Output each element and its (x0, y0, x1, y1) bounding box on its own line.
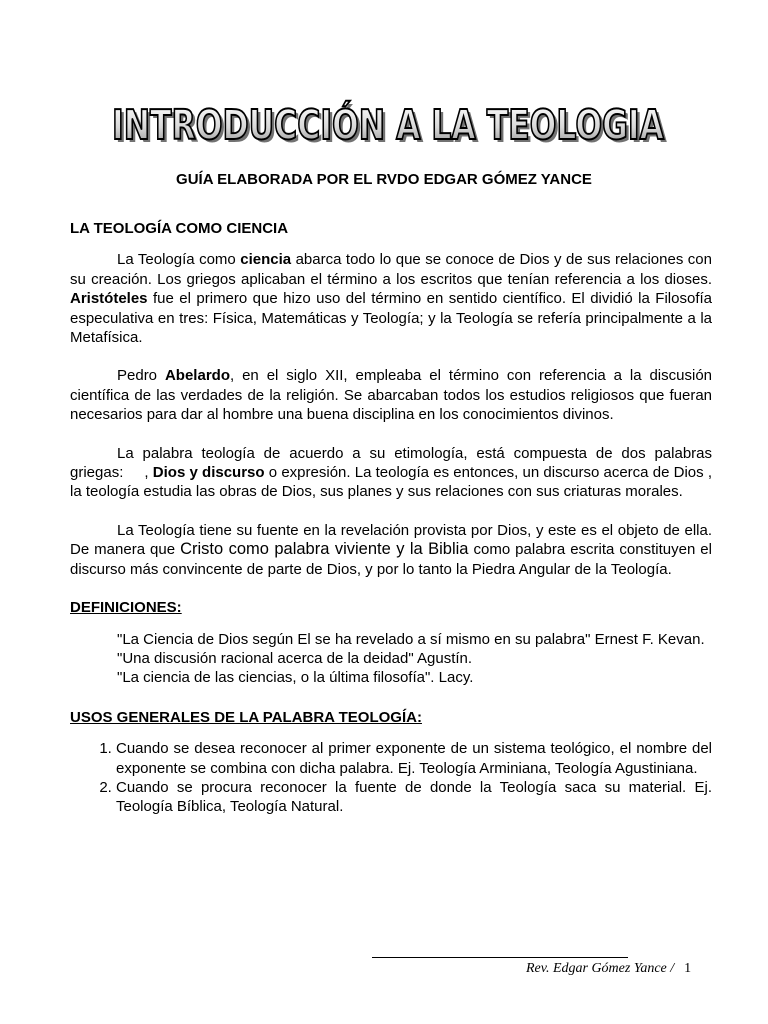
list-item: 1. Cuando se desea reconocer al primer exponente de un sistema teológico, el nombre del exponente se combina con dicha palabra. Ej. Teología Arminiana, Teología Agustiniana. (116, 739, 712, 778)
title-shadow: INTRODUCCIÓN A LA TEOLOGIA (115, 104, 668, 152)
definition-item: "La Ciencia de Dios según El se ha revelado a sí mismo en su palabra" Ernest F. Kevan. (117, 630, 705, 648)
page-number: 1 (684, 961, 692, 976)
page-footer (526, 961, 691, 977)
footer-author: Rev. Edgar Gómez Yance / (526, 961, 675, 976)
paragraph-1: La Teología como ciencia abarca todo lo que se conoce de Dios y de sus relaciones con su creación. Los griegos aplicaban el término a los escritos que tenían referencia a los dioses. Aristóteles fue el primero que hizo uso del término en sentido científico. El dividió la Filosofía especulativa en tres: Física, Matemáticas y Teología; y la Teología se refería principalmente a la Metafísica. (70, 251, 712, 347)
definition-item: "Una discusión racional acerca de la deidad" Agustín. (117, 649, 473, 667)
document-title (108, 92, 668, 152)
paragraph-3: La palabra teología de acuerdo a su etimología, está compuesta de dos palabras griegas: , Dios y discurso o expresión. La teología es entonces, un discurso acerca de Dios , la teología estudia las obras de Dios, sus planes y sus relaciones con sus criaturas morales. (70, 444, 717, 501)
usos-list (70, 739, 712, 817)
paragraph-2: Pedro Abelardo, en el siglo XII, empleaba el término con referencia a la discusión científica de las verdades de la religión. Se abarcaban todos los estudios religiosos que fueran necesarios para dar al hombre una buena disciplina en los conocimientos divinos. (70, 367, 713, 424)
document-body (70, 219, 717, 817)
title-text: INTRODUCCIÓN A LA TEOLOGIA (112, 101, 665, 149)
definition-item: "La ciencia de las ciencias, o la última filosofía". Lacy. (117, 669, 474, 687)
document-subtitle: GUÍA ELABORADA POR EL RVDO EDGAR GÓMEZ YANCE (176, 171, 592, 188)
title-wordart (108, 92, 668, 152)
footer-divider (372, 957, 628, 958)
section-heading-definiciones: DEFINICIONES: (70, 599, 182, 617)
paragraph-4: La Teología tiene su fuente en la revelación provista por Dios, y este es el objeto de ella. De manera que Cristo como palabra viviente y la Biblia como palabra escrita constituyen el discurso más convincente de parte de Dios, y por lo tanto la Piedra Angular de la Teología. (70, 521, 712, 578)
section-heading-ciencia: LA TEOLOGÍA COMO CIENCIA (70, 220, 289, 237)
definitions-list (70, 630, 712, 688)
section-heading-usos: USOS GENERALES DE LA PALABRA TEOLOGÍA: (70, 708, 422, 726)
list-item: 2. Cuando se procura reconocer la fuente de donde la Teología saca su material. Ej. Teología Bíblica, Teología Natural. (116, 778, 712, 817)
